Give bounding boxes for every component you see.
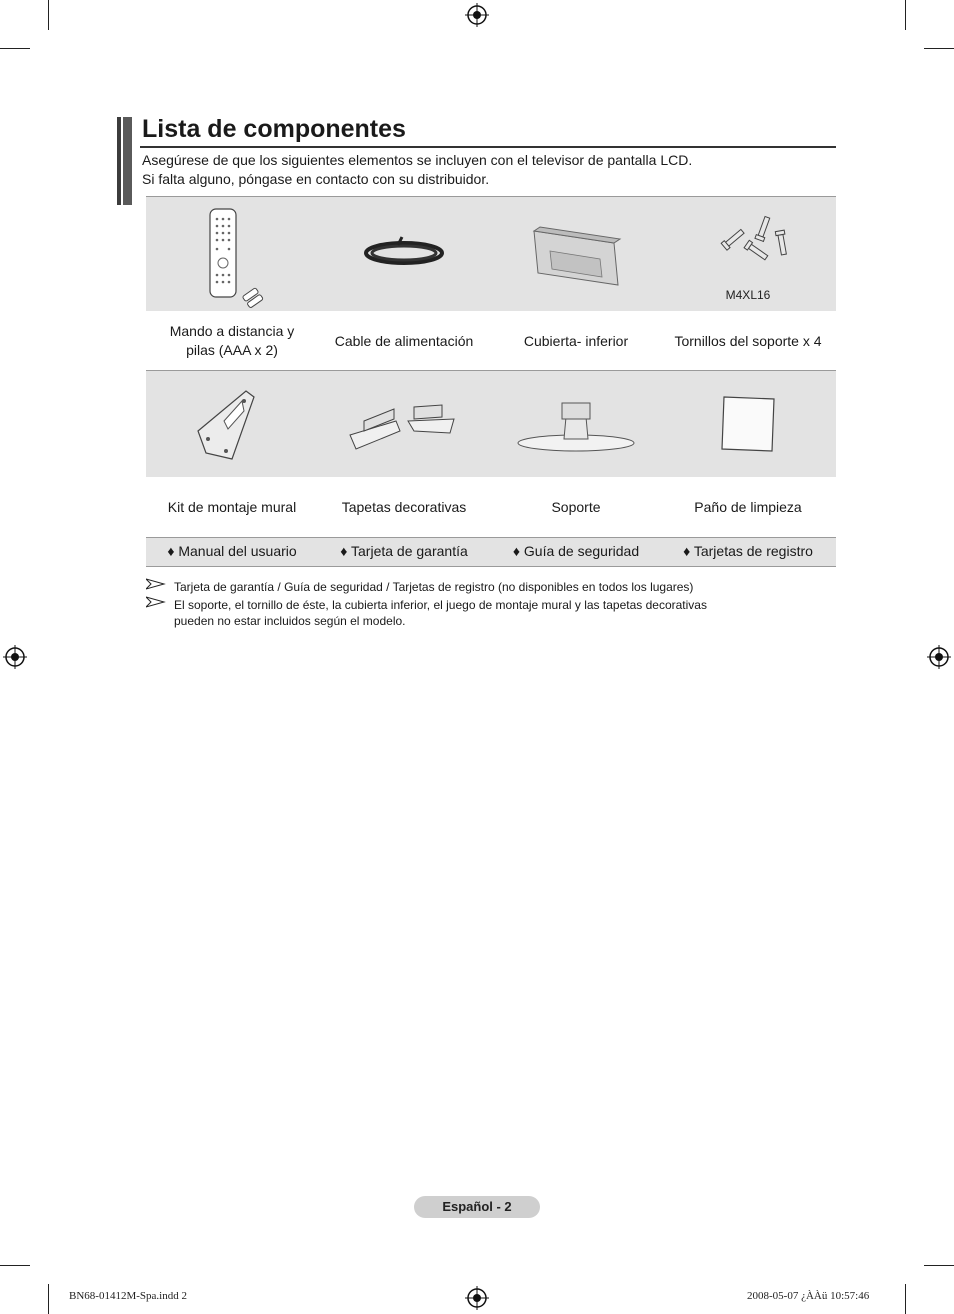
page-title: Lista de componentes xyxy=(142,115,406,143)
component-label: Cubierta- inferior xyxy=(523,333,629,349)
document-item: ♦ Tarjeta de garantía xyxy=(340,543,468,559)
power-cable-icon xyxy=(318,197,490,311)
note-line: pueden no estar incluidos según el modelo. xyxy=(174,614,406,628)
crop-mark xyxy=(48,0,49,30)
stand-icon xyxy=(490,371,662,477)
component-label: Kit de montaje mural xyxy=(167,499,297,515)
print-slug-right: 2008-05-07 ¿ÀÀü 10:57:46 xyxy=(747,1290,870,1302)
note-arrow-icon xyxy=(146,596,166,608)
note-text xyxy=(174,597,707,629)
wall-mount-kit-icon xyxy=(146,371,318,477)
component-label: Soporte xyxy=(551,499,601,515)
note-arrow-icon xyxy=(146,578,166,590)
label-line: pilas (AAA x 2) xyxy=(186,342,278,358)
document-item: ♦ Tarjetas de registro xyxy=(683,543,813,559)
title-underline xyxy=(140,146,836,148)
intro-line: Si falta alguno, póngase en contacto con su distribuidor. xyxy=(142,171,490,187)
cleaning-cloth-icon xyxy=(662,371,834,477)
registration-mark-icon xyxy=(927,645,951,669)
components-image-row xyxy=(146,196,836,311)
documents-row xyxy=(146,537,836,567)
component-label: Tapetas decorativas xyxy=(341,499,467,515)
component-label: Paño de limpieza xyxy=(694,499,802,515)
crop-mark xyxy=(48,1284,49,1314)
print-slug-left: BN68-01412M-Spa.indd 2 xyxy=(69,1290,187,1302)
intro-text xyxy=(142,151,692,189)
components-image-row xyxy=(146,370,836,477)
crop-mark xyxy=(0,48,30,49)
note-line: El soporte, el tornillo de éste, la cubierta inferior, el juego de montaje mural y las tapetas decorativas xyxy=(174,598,707,612)
document-item: ♦ Guía de seguridad xyxy=(512,543,640,559)
crop-mark xyxy=(0,1265,30,1266)
intro-line: Asegúrese de que los siguientes elementos se incluyen con el televisor de pantalla LCD. xyxy=(142,152,693,168)
label-line: Mando a distancia y xyxy=(169,323,295,339)
note-text: Tarjeta de garantía / Guía de seguridad / Tarjetas de registro (no disponibles en todos los lugares) xyxy=(174,580,694,594)
crop-mark xyxy=(905,0,906,30)
registration-mark-icon xyxy=(465,3,489,27)
crop-mark xyxy=(924,1265,954,1266)
component-label: Cable de alimentación xyxy=(334,333,474,349)
remote-control-icon xyxy=(146,197,318,311)
screws-icon xyxy=(662,197,834,311)
registration-mark-icon xyxy=(465,1286,489,1310)
crop-mark xyxy=(924,48,954,49)
component-label xyxy=(146,322,318,360)
registration-mark-icon xyxy=(3,645,27,669)
document-item: ♦ Manual del usuario xyxy=(167,543,297,559)
bottom-cover-icon xyxy=(490,197,662,311)
section-accent-bar xyxy=(117,117,132,205)
screw-size-caption: M4XL16 xyxy=(725,288,771,302)
decorative-covers-icon xyxy=(318,371,490,477)
component-label: Tornillos del soporte x 4 xyxy=(674,333,822,349)
page-number-badge: Español - 2 xyxy=(414,1196,540,1218)
crop-mark xyxy=(905,1284,906,1314)
